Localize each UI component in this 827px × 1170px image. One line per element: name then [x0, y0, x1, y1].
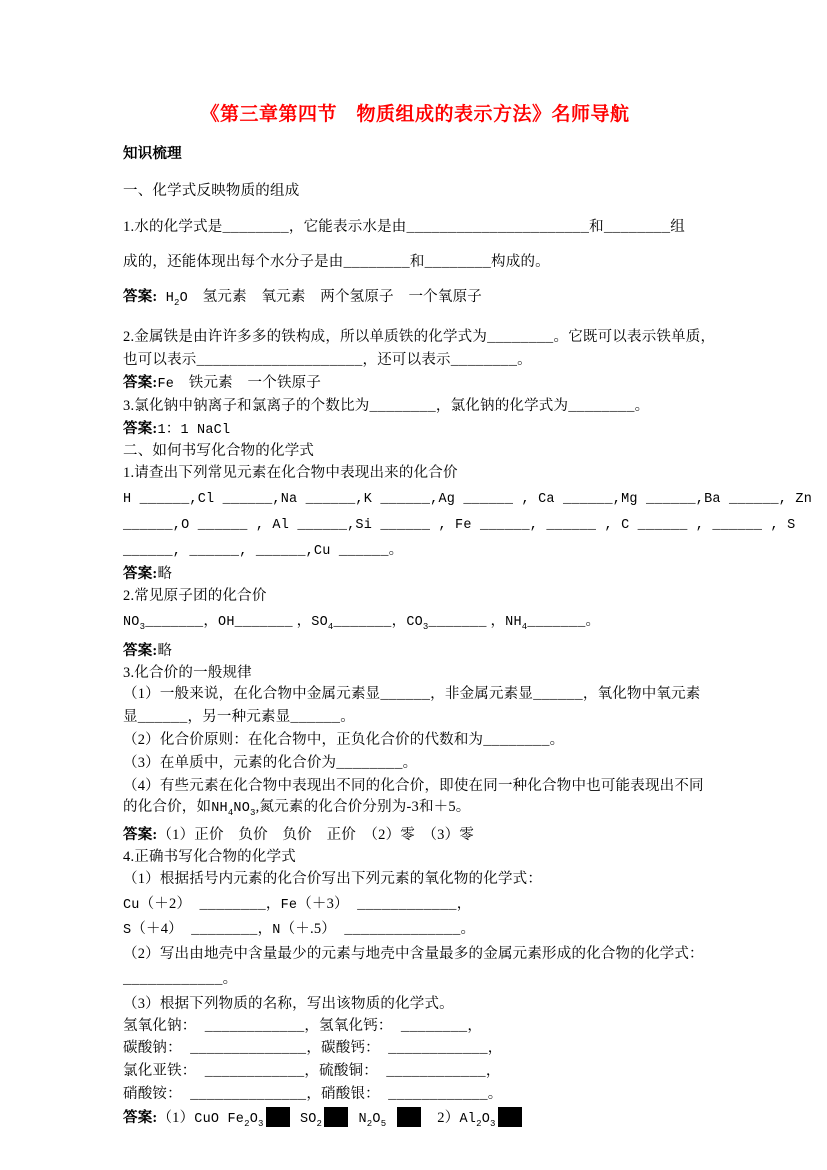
text-segment: 和	[409, 253, 425, 270]
text-segment: ______________	[181, 1042, 307, 1058]
text-segment: ____________	[379, 1042, 488, 1058]
text-segment: （2）化合价原则：在化合物中，正负化合价的代数和为	[123, 732, 484, 749]
sec2-q4-3-line3	[123, 1061, 707, 1084]
text-segment: ，	[391, 613, 407, 630]
sec2-q3-rule2	[123, 730, 707, 753]
text-segment: _______	[145, 615, 204, 631]
sec2-q4-1-prompt	[123, 869, 707, 891]
text-segment: 氯化亚铁：	[123, 1063, 197, 1080]
text-segment: _______	[527, 615, 586, 631]
text-segment: ，硝酸银：	[306, 1085, 380, 1102]
text-segment: ______, ______, ______,Cu ______	[123, 543, 389, 559]
sec2-q2-groups	[123, 611, 707, 639]
text-segment: 二、如何书写化合物的化学式	[123, 443, 315, 460]
text-segment: ，	[486, 613, 506, 630]
text-segment: 铁元素 一个铁原子	[174, 375, 322, 392]
text-segment: 氢氧化钠：	[123, 1017, 197, 1034]
answer-label: 知识梳理	[123, 146, 182, 162]
text-segment: NH	[505, 615, 522, 631]
text-segment: 1 NaCl	[180, 422, 231, 438]
text-segment: （4）有些元素在化合物中表现出不同的化合价，即使在同一种化合物中也可能表现出不同	[123, 777, 704, 794]
text-segment: ，	[487, 1040, 503, 1057]
text-segment: ，	[265, 895, 281, 912]
text-segment: ________	[392, 1019, 468, 1035]
sec2-q2-prompt	[123, 586, 707, 608]
sec2-q4-1-line1	[123, 894, 707, 917]
text-segment: Cu	[123, 897, 140, 913]
section-1-title	[123, 181, 707, 203]
text-segment: 1	[157, 422, 166, 438]
q1-line1	[123, 217, 707, 240]
text-segment: ，非金属元素显	[430, 686, 534, 703]
subscript: 4	[521, 622, 528, 633]
text-segment: 和	[589, 218, 604, 235]
answer-sec2-q2	[123, 641, 707, 663]
text-segment: 3.化合价的一般规律	[123, 664, 252, 681]
subscript: 2	[244, 1118, 250, 1129]
text-segment: （1）正价 负价 负价 正价 （2）零 （3）零	[157, 827, 474, 844]
sec2-q1-elements-line2	[123, 514, 796, 537]
section-2-title	[123, 441, 707, 463]
text-segment: 显	[123, 709, 138, 726]
text-segment: （＋4）	[131, 921, 183, 938]
text-segment: ______________	[335, 923, 461, 939]
text-segment: NO	[123, 615, 140, 631]
text-segment: ，	[467, 1017, 483, 1034]
subscript: 2	[366, 1118, 373, 1129]
text-segment: ________	[182, 923, 258, 939]
text-segment: ______,O ______ , Al ______,Si ______ , Fe ______, ______ , C ______ , ______ , S	[123, 517, 796, 533]
text-segment: （＋2）	[139, 895, 192, 912]
text-segment: NH	[211, 801, 228, 817]
text-segment: _______	[333, 615, 392, 631]
answer-label: 答案:	[123, 566, 158, 583]
text-segment: ，	[257, 921, 273, 938]
sec2-q4-2-blank	[123, 969, 707, 992]
text-segment: 。	[634, 397, 650, 414]
text-segment: ________	[343, 255, 410, 271]
subscript: 3	[490, 1118, 496, 1129]
text-segment: CO	[406, 615, 423, 631]
text-segment: ________	[568, 399, 635, 415]
text-segment: 。	[222, 971, 238, 987]
text-segment: 成的，还能体现出每个水分子是由	[123, 253, 344, 270]
text-segment: （3）根据下列物质的名称，写出该物质的化学式。	[123, 995, 454, 1012]
text-segment: H ______,Cl ______,Na ______,K ______,Ag ______ , Ca ______,Mg ______,Ba ______, Zn	[123, 492, 813, 508]
text-segment: N	[272, 923, 281, 939]
text-segment: ______	[533, 688, 583, 704]
q2-line1	[123, 327, 716, 350]
text-segment: 1.水的化学式是	[123, 218, 223, 235]
text-segment: ________	[191, 897, 266, 913]
text-segment: ________	[603, 220, 671, 236]
text-segment: ______________	[181, 1087, 307, 1103]
text-segment: （1）一般来说，在化合物中金属元素显	[123, 686, 381, 703]
text-segment: N	[350, 1111, 367, 1127]
text-segment: ________	[369, 399, 436, 415]
text-segment: ______	[290, 711, 341, 727]
text-segment: ________	[336, 756, 403, 772]
sec2-q3-rule4-line1	[123, 776, 707, 798]
text-segment: （＋.5）	[280, 921, 336, 938]
sec2-q1-elements-line3	[123, 540, 707, 563]
text-segment: 。	[460, 921, 476, 938]
subscript: 5	[380, 1118, 387, 1129]
text-segment: ________	[450, 354, 518, 370]
black-box-glyph	[397, 1107, 421, 1127]
text-segment: 1.请查出下列常见元素在化合物中表现出来的化合价	[123, 465, 458, 482]
text-segment	[386, 1112, 394, 1127]
text-segment: ____________	[377, 1065, 486, 1081]
subscript: 3	[422, 622, 429, 633]
sec2-q3-rule1-line1	[123, 684, 707, 707]
subscript: 3	[258, 1118, 264, 1129]
text-segment: ，氢氧化钙：	[304, 1017, 393, 1034]
text-segment: Al	[459, 1111, 477, 1127]
text-segment: ____________	[196, 1019, 305, 1035]
subscript: 3	[139, 622, 146, 633]
text-segment: ______	[380, 688, 431, 704]
answer-1	[123, 287, 707, 315]
text-segment: ____________	[379, 1087, 488, 1103]
text-segment: ，氧化物中氧元素	[582, 686, 701, 703]
text-segment: 。	[402, 754, 418, 771]
text-segment: S	[123, 923, 132, 939]
text-segment: SO	[311, 615, 328, 631]
text-segment: ________	[222, 220, 289, 236]
text-segment: 组	[670, 218, 685, 235]
text-segment: ，硫酸铜：	[304, 1063, 378, 1080]
text-segment: ，	[292, 613, 312, 630]
text-segment: 氢元素 氧元素 两个氢原子 一个氧原子	[187, 289, 482, 306]
text-segment: 略	[157, 642, 173, 659]
text-segment: 3.氯化钠中钠离子和氯离子的个数比为	[123, 397, 370, 414]
answer-label: 答案:	[123, 375, 158, 392]
document-body	[123, 144, 813, 1136]
text-segment: ____________________	[196, 354, 363, 370]
sec2-q3-heading	[123, 663, 707, 685]
black-box-glyph	[498, 1107, 522, 1127]
text-segment: 略	[157, 566, 173, 583]
text-segment: ____________	[196, 1065, 305, 1081]
text-segment: ，	[203, 613, 219, 630]
answer-2	[123, 373, 707, 396]
text-segment: NO	[233, 801, 251, 817]
text-segment: H	[157, 291, 175, 307]
text-segment: 一、化学式反映物质的组成	[123, 182, 300, 199]
black-box-glyph	[266, 1107, 290, 1127]
answer-label: 答案:	[123, 289, 158, 306]
text-segment: 的化合价，如	[123, 799, 212, 816]
text-segment: ，碳酸钙：	[306, 1040, 380, 1057]
text-segment: ,氮元素的化合价分别为-3和＋5。	[255, 799, 471, 816]
text-segment: （3）在单质中，元素的化合价为	[123, 754, 337, 771]
text-segment: ____________	[123, 973, 223, 988]
text-segment: 也可以表示	[123, 352, 197, 369]
text-segment: ________	[424, 255, 492, 271]
text-segment: _______	[428, 615, 487, 631]
q3-line1	[123, 396, 707, 419]
text-segment: ，	[456, 895, 472, 912]
text-segment: ，另一种元素显	[187, 709, 291, 726]
sec2-q4-3-line4	[123, 1084, 707, 1107]
sec2-q3-rule1-line2	[123, 707, 707, 730]
text-segment: 4.正确书写化合物的化学式	[123, 849, 296, 866]
answer-sec2-q1	[123, 564, 707, 586]
text-segment: （1）	[157, 1109, 195, 1126]
text-segment: （1）根据括号内元素的化合价写出下列元素的氧化物的化学式：	[123, 870, 543, 887]
sec2-q4-heading	[123, 847, 707, 869]
text-segment: ______	[137, 711, 188, 727]
sec2-q4-1-line2	[123, 919, 707, 942]
answer-label: 答案:	[123, 1109, 158, 1126]
text-segment: Fe	[157, 377, 175, 393]
sec2-q4-3-prompt	[123, 994, 707, 1016]
sec2-q3-rule4-line2	[123, 797, 707, 825]
text-segment: CuO Fe	[194, 1111, 245, 1127]
heading-knowledge-review	[123, 144, 707, 166]
text-segment: 。	[388, 541, 404, 558]
sec2-q4-2-prompt	[123, 944, 707, 966]
text-segment: 构成的。	[491, 253, 550, 270]
text-segment: ________	[483, 734, 550, 750]
text-segment: O	[481, 1111, 490, 1127]
black-box-glyph	[324, 1107, 348, 1127]
text-segment: 硝酸铵：	[123, 1085, 182, 1102]
q2-line2	[123, 350, 707, 373]
sec2-q1-elements-line1	[123, 488, 813, 511]
text-segment: （2）写出由地壳中含量最少的元素与地壳中含量最多的金属元素形成的化合物的化学式：	[123, 946, 704, 963]
text-segment: 2）	[422, 1109, 460, 1126]
text-segment: 。	[487, 1085, 503, 1102]
text-segment: 。	[549, 732, 565, 749]
text-segment: Fe	[280, 897, 298, 913]
text-segment: _______	[234, 615, 293, 631]
sec2-q4-3-line2	[123, 1038, 707, 1061]
doc-title: 《第三章第四节 物质组成的表示方法》名师导航	[200, 104, 630, 125]
text-segment: OH	[218, 615, 235, 631]
answer-sec2-q3	[123, 825, 707, 847]
text-segment: 。	[517, 352, 532, 369]
answer-label: 答案:	[123, 420, 158, 437]
text-segment: 。	[585, 613, 601, 630]
text-segment: ____________	[348, 897, 457, 913]
text-segment: ，还可以表示	[362, 352, 451, 369]
answer-label: 答案:	[123, 827, 158, 844]
answer-sec2-q4	[123, 1107, 707, 1136]
text-segment: （＋3）	[297, 895, 349, 912]
text-segment: 。	[340, 709, 355, 726]
answer-label: 答案:	[123, 642, 158, 659]
subscript: 2	[174, 298, 180, 309]
subscript: 2	[476, 1118, 482, 1129]
subscript: 2	[316, 1118, 323, 1129]
subscript: 4	[227, 808, 234, 819]
text-segment: SO	[291, 1111, 317, 1127]
text-segment: O	[372, 1111, 381, 1127]
text-segment: ，它能表示水是由	[288, 218, 407, 235]
text-segment: 。它既可以表示铁单质，	[553, 329, 716, 346]
text-segment: ：	[165, 420, 181, 437]
answer-3	[123, 419, 707, 442]
sec2-q1-prompt	[123, 463, 707, 485]
q1-line2	[123, 252, 707, 275]
text-segment: O	[179, 291, 188, 307]
subscript: 4	[327, 622, 334, 633]
text-segment: ，	[485, 1063, 501, 1080]
sec2-q4-3-line1	[123, 1016, 707, 1039]
subscript: 3	[250, 808, 256, 819]
text-segment: ________	[487, 331, 554, 347]
text-segment: 2.金属铁是由许许多多的铁构成，所以单质铁的化学式为	[123, 329, 488, 346]
text-segment: O	[249, 1111, 259, 1127]
sec2-q3-rule3	[123, 753, 707, 776]
text-segment: ______________________	[406, 220, 590, 236]
text-segment: 碳酸钠：	[123, 1040, 182, 1057]
text-segment: ，氯化钠的化学式为	[435, 397, 569, 414]
text-segment: 2.常见原子团的化合价	[123, 588, 267, 605]
